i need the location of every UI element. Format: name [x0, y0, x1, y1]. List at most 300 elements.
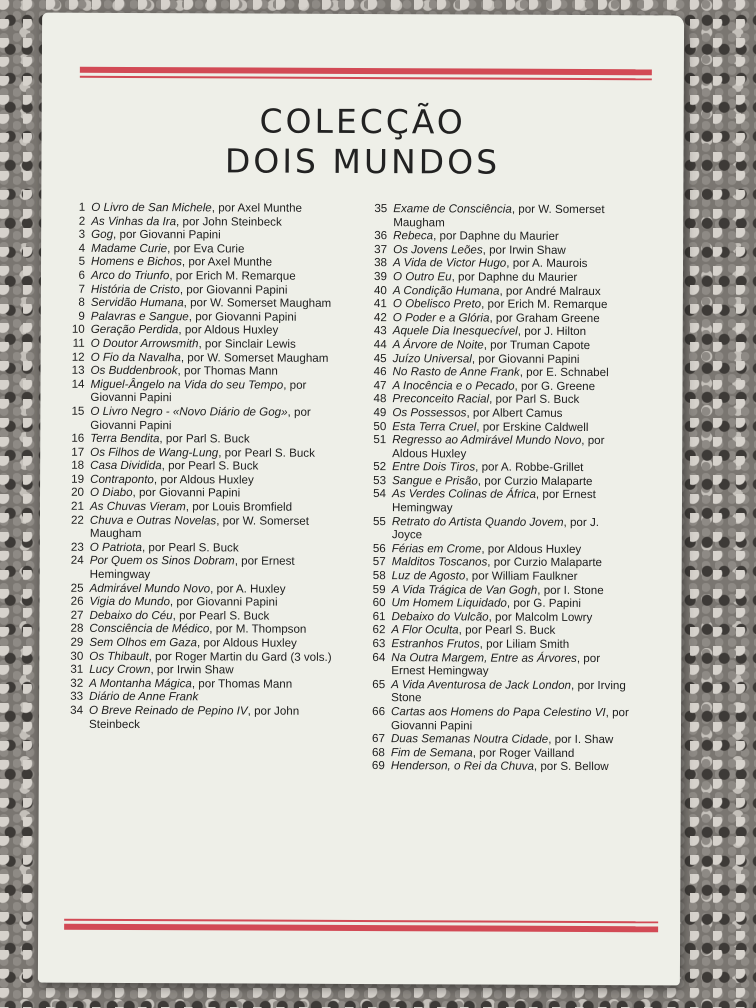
book-number: 7 — [78, 282, 85, 296]
book-number: 67 — [372, 732, 385, 746]
book-list-item — [363, 365, 633, 380]
book-number: 43 — [373, 324, 387, 338]
book-list-item — [71, 255, 341, 270]
book-entry-text — [391, 732, 631, 747]
book-list-item — [363, 297, 633, 312]
book-title: Juízo Universal — [392, 351, 472, 366]
book-list-item — [71, 201, 341, 216]
book-number: 10 — [71, 323, 85, 337]
book-entry-text — [91, 350, 341, 365]
book-entry-text — [391, 637, 631, 652]
book-entry-text — [90, 513, 340, 541]
book-author: , por A. Maurois — [506, 257, 588, 271]
book-entry-text — [393, 257, 633, 272]
book-entry-text — [393, 297, 633, 312]
book-list-item — [71, 269, 341, 284]
book-entry-text — [393, 324, 633, 339]
book-author: , por Pearl S. Buck — [141, 540, 239, 555]
book-number: 15 — [71, 404, 85, 418]
book-author: , por André Malraux — [499, 284, 601, 298]
book-entry-text — [91, 242, 341, 257]
book-number: 45 — [373, 351, 387, 365]
book-title: Retrato do Artista Quando Jovem — [391, 514, 564, 529]
book-title: Estranhos Frutos — [391, 637, 480, 651]
book-author: , por J. Hilton — [517, 325, 587, 339]
book-title: Terra Bendita — [90, 431, 160, 446]
book-entry-text — [91, 323, 341, 338]
book-entry-text — [392, 569, 632, 584]
book-author: , por Thomas Mann — [191, 677, 293, 691]
book-author: , por Daphne du Maurier — [433, 229, 559, 244]
book-entry-text — [393, 243, 633, 258]
book-title: Sem Olhos em Gaza — [89, 635, 198, 650]
book-author: , por Curzio Malaparte — [477, 474, 593, 488]
book-number: 26 — [70, 594, 84, 609]
collection-title — [41, 101, 683, 184]
book-author: , por G. Greene — [514, 379, 596, 393]
book-entry-text — [392, 433, 632, 461]
book-title: Casa Dividida — [90, 459, 162, 473]
book-number: 34 — [70, 703, 84, 717]
book-title: Malditos Toscanos — [391, 555, 488, 569]
book-number: 17 — [71, 445, 85, 459]
book-entry-text — [90, 405, 340, 433]
book-author: , por E. Schnabel — [519, 365, 609, 380]
book-list-item — [70, 500, 340, 515]
book-list-item — [363, 352, 633, 367]
book-title: Miguel-Ângelo na Vida do seu Tempo — [90, 377, 284, 392]
book-list-item — [363, 229, 633, 244]
title-line-1: COLECÇÃO — [259, 101, 466, 142]
book-author: , por Parl S. Buck — [489, 392, 580, 407]
book-author: , por Ernest Hemingway — [89, 554, 295, 582]
book-author: , por Irwin Shaw — [150, 663, 234, 677]
book-entry-text — [90, 378, 340, 406]
book-entry-text — [91, 282, 341, 297]
book-entry-text — [391, 746, 631, 761]
book-entry-text — [392, 460, 632, 475]
book-list-item — [362, 406, 632, 421]
book-title: Debaixo do Vulcão — [391, 609, 489, 624]
book-number: 22 — [70, 513, 84, 527]
book-entry-text — [90, 459, 340, 474]
book-entry-text — [89, 677, 339, 692]
book-number: 55 — [372, 514, 386, 528]
book-author: , por W. Somerset Maugham — [393, 202, 605, 229]
book-entry-text — [89, 663, 339, 678]
book-list-item — [362, 487, 632, 515]
book-number: 61 — [372, 609, 386, 623]
book-author: , por Daphne du Maurier — [451, 270, 578, 284]
book-title: A Vida Trágica de Van Gogh — [391, 582, 538, 597]
book-list-item — [71, 296, 341, 311]
book-entry-text — [90, 432, 340, 447]
book-number: 9 — [78, 309, 85, 323]
book-entry-text — [89, 622, 339, 637]
book-list-item — [361, 610, 631, 625]
book-number: 68 — [371, 745, 385, 759]
book-list-item — [71, 214, 341, 229]
book-number: 19 — [71, 472, 85, 486]
book-list-item — [362, 583, 632, 598]
book-title: Arco do Triunfo — [90, 268, 170, 283]
book-list-item — [361, 759, 631, 774]
book-number: 23 — [70, 540, 84, 554]
book-list-item — [363, 311, 633, 326]
book-number: 48 — [373, 392, 387, 406]
book-entry-text — [392, 379, 632, 394]
book-entry-text — [91, 201, 341, 216]
book-title: Os Possessos — [392, 406, 467, 420]
book-author: , por Aldous Huxley — [481, 542, 582, 556]
book-number: 50 — [373, 419, 387, 433]
book-number: 57 — [372, 555, 386, 569]
book-number: 37 — [374, 242, 388, 256]
book-entry-text — [393, 270, 633, 285]
book-list-item — [361, 651, 631, 679]
book-entry-text — [392, 556, 632, 571]
book-entry-text — [91, 310, 341, 325]
book-list-item — [362, 392, 632, 407]
book-author: , por W. Somerset Maugham — [89, 514, 310, 541]
book-entry-text — [91, 364, 341, 379]
book-entry-text — [89, 649, 339, 664]
book-number: 56 — [372, 541, 386, 555]
book-title: O Breve Reinado de Pepino IV — [89, 703, 248, 718]
book-entry-text — [393, 365, 633, 380]
book-title: Geração Perdida — [90, 323, 179, 337]
book-author: , por S. Bellow — [533, 760, 609, 774]
book-title: A Vida de Victor Hugo — [393, 256, 507, 271]
book-number: 41 — [373, 297, 387, 311]
book-entry-text — [392, 596, 632, 611]
book-entry-text — [393, 311, 633, 326]
book-list-item — [363, 202, 633, 230]
book-list-item — [69, 609, 339, 624]
book-author: , por Parl S. Buck — [159, 432, 250, 446]
book-entry-text — [91, 269, 341, 284]
book-number: 54 — [373, 487, 387, 501]
book-entry-text — [393, 284, 633, 299]
book-list-item — [70, 513, 340, 541]
book-entry-text — [90, 595, 340, 610]
book-author: , por Aldous Huxley — [196, 636, 297, 650]
book-title: O Obelisco Preto — [392, 297, 482, 311]
book-title: Um Homem Liquidado — [391, 596, 507, 610]
book-entry-text — [391, 678, 631, 706]
book-list-item — [362, 542, 632, 557]
book-title: Servidão Humana — [90, 295, 184, 310]
book-list-item — [363, 256, 633, 271]
book-number: 47 — [373, 378, 387, 392]
book-entry-text — [392, 420, 632, 435]
book-list-item — [69, 663, 339, 678]
book-list-item — [70, 554, 340, 582]
book-number: 5 — [78, 255, 86, 269]
book-number: 40 — [373, 283, 387, 297]
book-number: 64 — [372, 650, 386, 664]
book-author: , por Erskine Caldwell — [476, 420, 589, 434]
book-author: , por John Steinbeck — [176, 214, 282, 229]
book-number: 8 — [78, 295, 85, 309]
book-author: , por Graham Greene — [489, 311, 600, 325]
book-author: , por I. Stone — [537, 583, 604, 597]
book-back-cover — [38, 13, 684, 986]
book-title: O Diabo — [89, 486, 133, 500]
book-author: , por Aldous Huxley — [392, 434, 605, 461]
book-author: , por Axel Munthe — [181, 255, 273, 269]
book-author: , por Erich M. Remarque — [481, 297, 608, 312]
book-title: Férias em Crome — [391, 541, 482, 556]
book-title: As Verdes Colinas de África — [391, 487, 536, 502]
book-number: 46 — [373, 365, 387, 379]
book-number: 1 — [78, 200, 86, 214]
book-list-item — [363, 270, 633, 285]
book-entry-text — [91, 296, 341, 311]
book-title: As Chuvas Vieram — [89, 499, 186, 514]
book-entry-text — [91, 337, 341, 352]
book-entry-text — [91, 255, 341, 270]
book-author: , por W. Somerset Maugham — [180, 350, 329, 365]
book-list-item — [70, 581, 340, 596]
book-title: Henderson, o Rei da Chuva — [390, 759, 534, 774]
book-number: 13 — [71, 363, 85, 377]
book-number: 35 — [374, 202, 388, 216]
book-number: 65 — [372, 677, 386, 691]
book-number: 62 — [372, 623, 386, 637]
book-entry-text — [391, 705, 631, 733]
book-title: Chuva e Outras Novelas — [89, 513, 217, 528]
book-entry-text — [89, 704, 339, 732]
book-number: 44 — [373, 337, 387, 352]
book-number: 53 — [373, 473, 387, 487]
book-list-item — [70, 541, 340, 556]
book-author: , por J. Joyce — [391, 515, 600, 542]
book-number: 6 — [78, 268, 86, 282]
book-author: , por A. Huxley — [210, 581, 286, 596]
book-list-item — [361, 746, 631, 761]
book-author: , por Ernest Hemingway — [391, 651, 601, 678]
book-title: Cartas aos Homens do Papa Celestino VI — [391, 705, 606, 720]
book-title: A Condição Humana — [392, 283, 500, 298]
book-number: 60 — [372, 596, 386, 610]
book-title: Esta Terra Cruel — [392, 419, 477, 434]
book-author: , por Giovanni Papini — [471, 352, 580, 366]
book-author: , por Giovanni Papini — [90, 405, 311, 432]
book-author: , por Giovanni Papini — [188, 309, 297, 324]
book-entry-text — [89, 636, 339, 651]
book-title: A Vida Aventurosa de Jack London — [391, 677, 572, 692]
book-entry-text — [91, 228, 341, 243]
book-author: , por Irwin Shaw — [482, 243, 566, 257]
book-list-item — [70, 473, 340, 488]
book-entry-text — [90, 500, 340, 515]
book-entry-text — [393, 352, 633, 367]
book-entry-text — [392, 583, 632, 598]
book-number: 2 — [78, 214, 86, 228]
book-list-item — [70, 445, 340, 460]
book-list-item — [71, 242, 341, 257]
book-list-item — [71, 364, 341, 379]
book-author: , por Sinclair Lewis — [198, 337, 296, 351]
book-number: 25 — [70, 581, 84, 595]
book-author: , por Giovanni Papini — [169, 595, 278, 609]
book-title: O Fio da Navalha — [90, 350, 181, 364]
book-author: , por A. Robbe-Grillet — [475, 460, 584, 475]
book-number: 27 — [70, 608, 84, 622]
book-list-item — [71, 228, 341, 243]
book-author: , por Ernest Hemingway — [391, 488, 596, 515]
top-red-stripe — [80, 67, 652, 80]
book-list-item — [70, 595, 340, 610]
book-title: O Outro Eu — [392, 270, 452, 284]
book-list-item — [69, 622, 339, 637]
book-number: 4 — [78, 241, 86, 255]
book-author: , por Malcolm Lowry — [488, 610, 593, 624]
book-title: Os Jovens Leões — [393, 242, 483, 257]
book-author: , por I. Shaw — [548, 732, 614, 747]
book-author: , por Giovanni Papini — [132, 486, 241, 500]
book-list-item — [362, 433, 632, 461]
book-author: , por Thomas Mann — [177, 364, 278, 378]
book-title: Os Thibault — [89, 649, 149, 663]
book-title: Os Buddenbrook — [90, 363, 178, 378]
book-number: 12 — [71, 350, 85, 364]
book-list-item — [362, 460, 632, 475]
book-title: Por Quem os Sinos Dobram — [89, 554, 235, 568]
book-author: , por Pearl S. Buck — [172, 608, 270, 623]
book-list-right — [361, 202, 633, 774]
book-title: O Patriota — [89, 540, 143, 554]
book-author: , por Roger Vailland — [472, 746, 575, 760]
book-title: Debaixo do Céu — [89, 608, 173, 622]
book-author: , por Liliam Smith — [479, 637, 570, 651]
book-number: 31 — [70, 662, 84, 676]
book-author: , por John Steinbeck — [88, 704, 300, 731]
book-list-item — [70, 405, 340, 433]
book-number: 24 — [70, 554, 84, 568]
book-author: , por Axel Munthe — [211, 201, 303, 215]
book-list-item — [363, 324, 633, 339]
book-title: A Árvore de Noite — [392, 338, 484, 352]
book-author: , por Aldous Huxley — [153, 472, 254, 487]
book-list-item — [69, 649, 339, 664]
book-number: 29 — [70, 635, 84, 649]
book-title: Madame Curie — [91, 241, 168, 255]
book-author: , por M. Thompson — [209, 622, 307, 637]
book-author: , por Albert Camus — [466, 406, 563, 420]
book-list-item — [69, 636, 339, 651]
book-list-item — [71, 323, 341, 338]
book-list-item — [362, 420, 632, 435]
book-number: 3 — [78, 227, 86, 241]
book-author: , por Truman Capote — [483, 338, 591, 352]
bottom-red-stripe — [64, 919, 658, 933]
book-list-item — [71, 282, 341, 297]
book-number: 42 — [373, 310, 387, 324]
book-title: Gog — [91, 228, 114, 242]
book-entry-text — [393, 338, 633, 353]
book-number: 28 — [70, 622, 84, 636]
book-number: 58 — [372, 569, 386, 583]
book-author: , por Giovanni Papini — [90, 378, 307, 405]
book-title: Na Outra Margem, Entre as Árvores — [391, 650, 577, 665]
book-entry-text — [90, 581, 340, 596]
book-title: A Inocência e o Pecado — [392, 378, 515, 393]
book-title: Sangue e Prisão — [392, 474, 478, 488]
book-list-item — [70, 432, 340, 447]
book-list-item — [69, 690, 339, 705]
book-title: Fim de Semana — [390, 745, 473, 760]
book-title: Aquele Dia Inesquecível — [392, 324, 518, 339]
title-line-2: DOIS MUNDOS — [224, 141, 501, 182]
book-list-item — [362, 569, 632, 584]
book-number: 30 — [70, 649, 84, 663]
book-title: Entre Dois Tiros — [392, 460, 476, 474]
book-author: , por Eva Curie — [167, 241, 245, 256]
book-list-item — [363, 284, 633, 299]
book-author: , por Pearl S. Buck — [161, 459, 259, 473]
book-author: , por Aldous Huxley — [178, 323, 279, 337]
book-list-item — [70, 486, 340, 501]
book-title: Contraponto — [90, 472, 154, 486]
book-author: , por Roger Martin du Gard (3 vols.) — [148, 649, 332, 664]
book-entry-text — [90, 486, 340, 501]
book-title: Vigia do Mundo — [89, 595, 170, 609]
book-entry-text — [391, 651, 631, 679]
book-entry-text — [393, 229, 633, 244]
book-list-item — [69, 704, 339, 732]
book-author: , por Giovanni Papini — [113, 228, 221, 242]
book-number: 52 — [373, 460, 387, 474]
book-number: 38 — [374, 256, 388, 270]
book-list-item — [361, 637, 631, 652]
book-title: Homens e Bichos — [91, 255, 182, 269]
book-author: , por W. Somerset Maugham — [183, 296, 332, 311]
book-title: O Livro de San Michele — [91, 200, 212, 215]
book-title: O Livro Negro - «Novo Diário de Gog» — [90, 404, 288, 419]
book-title: Os Filhos de Wang-Lung — [90, 445, 219, 460]
book-list-item — [362, 555, 632, 570]
book-number: 39 — [374, 270, 387, 284]
book-list-item — [71, 350, 341, 365]
book-number: 21 — [71, 499, 84, 513]
book-title: Palavras e Sangue — [90, 309, 189, 323]
book-list-item — [361, 678, 631, 706]
book-list-item — [69, 677, 339, 692]
book-entry-text — [89, 609, 339, 624]
book-author: , por G. Papini — [506, 596, 582, 611]
book-number: 14 — [71, 377, 85, 391]
book-author: , por Pearl S. Buck — [218, 446, 315, 460]
book-entry-text — [392, 474, 632, 489]
book-number: 11 — [72, 336, 85, 350]
book-number: 51 — [373, 433, 387, 447]
book-list-item — [362, 379, 632, 394]
book-entry-text — [391, 610, 631, 625]
book-list-item — [361, 705, 631, 733]
book-title: Consciência de Médico — [89, 622, 210, 636]
book-title: Regresso ao Admirável Mundo Novo — [392, 433, 582, 448]
book-list-item — [362, 474, 632, 489]
book-title: Luz de Agosto — [391, 569, 466, 583]
book-author: , por Giovanni Papini — [390, 706, 629, 733]
book-list-item — [70, 459, 340, 474]
book-title: Lucy Crown — [89, 663, 151, 677]
book-number: 33 — [70, 690, 84, 704]
book-number: 63 — [372, 637, 386, 651]
book-author: , por Pearl S. Buck — [458, 623, 556, 638]
